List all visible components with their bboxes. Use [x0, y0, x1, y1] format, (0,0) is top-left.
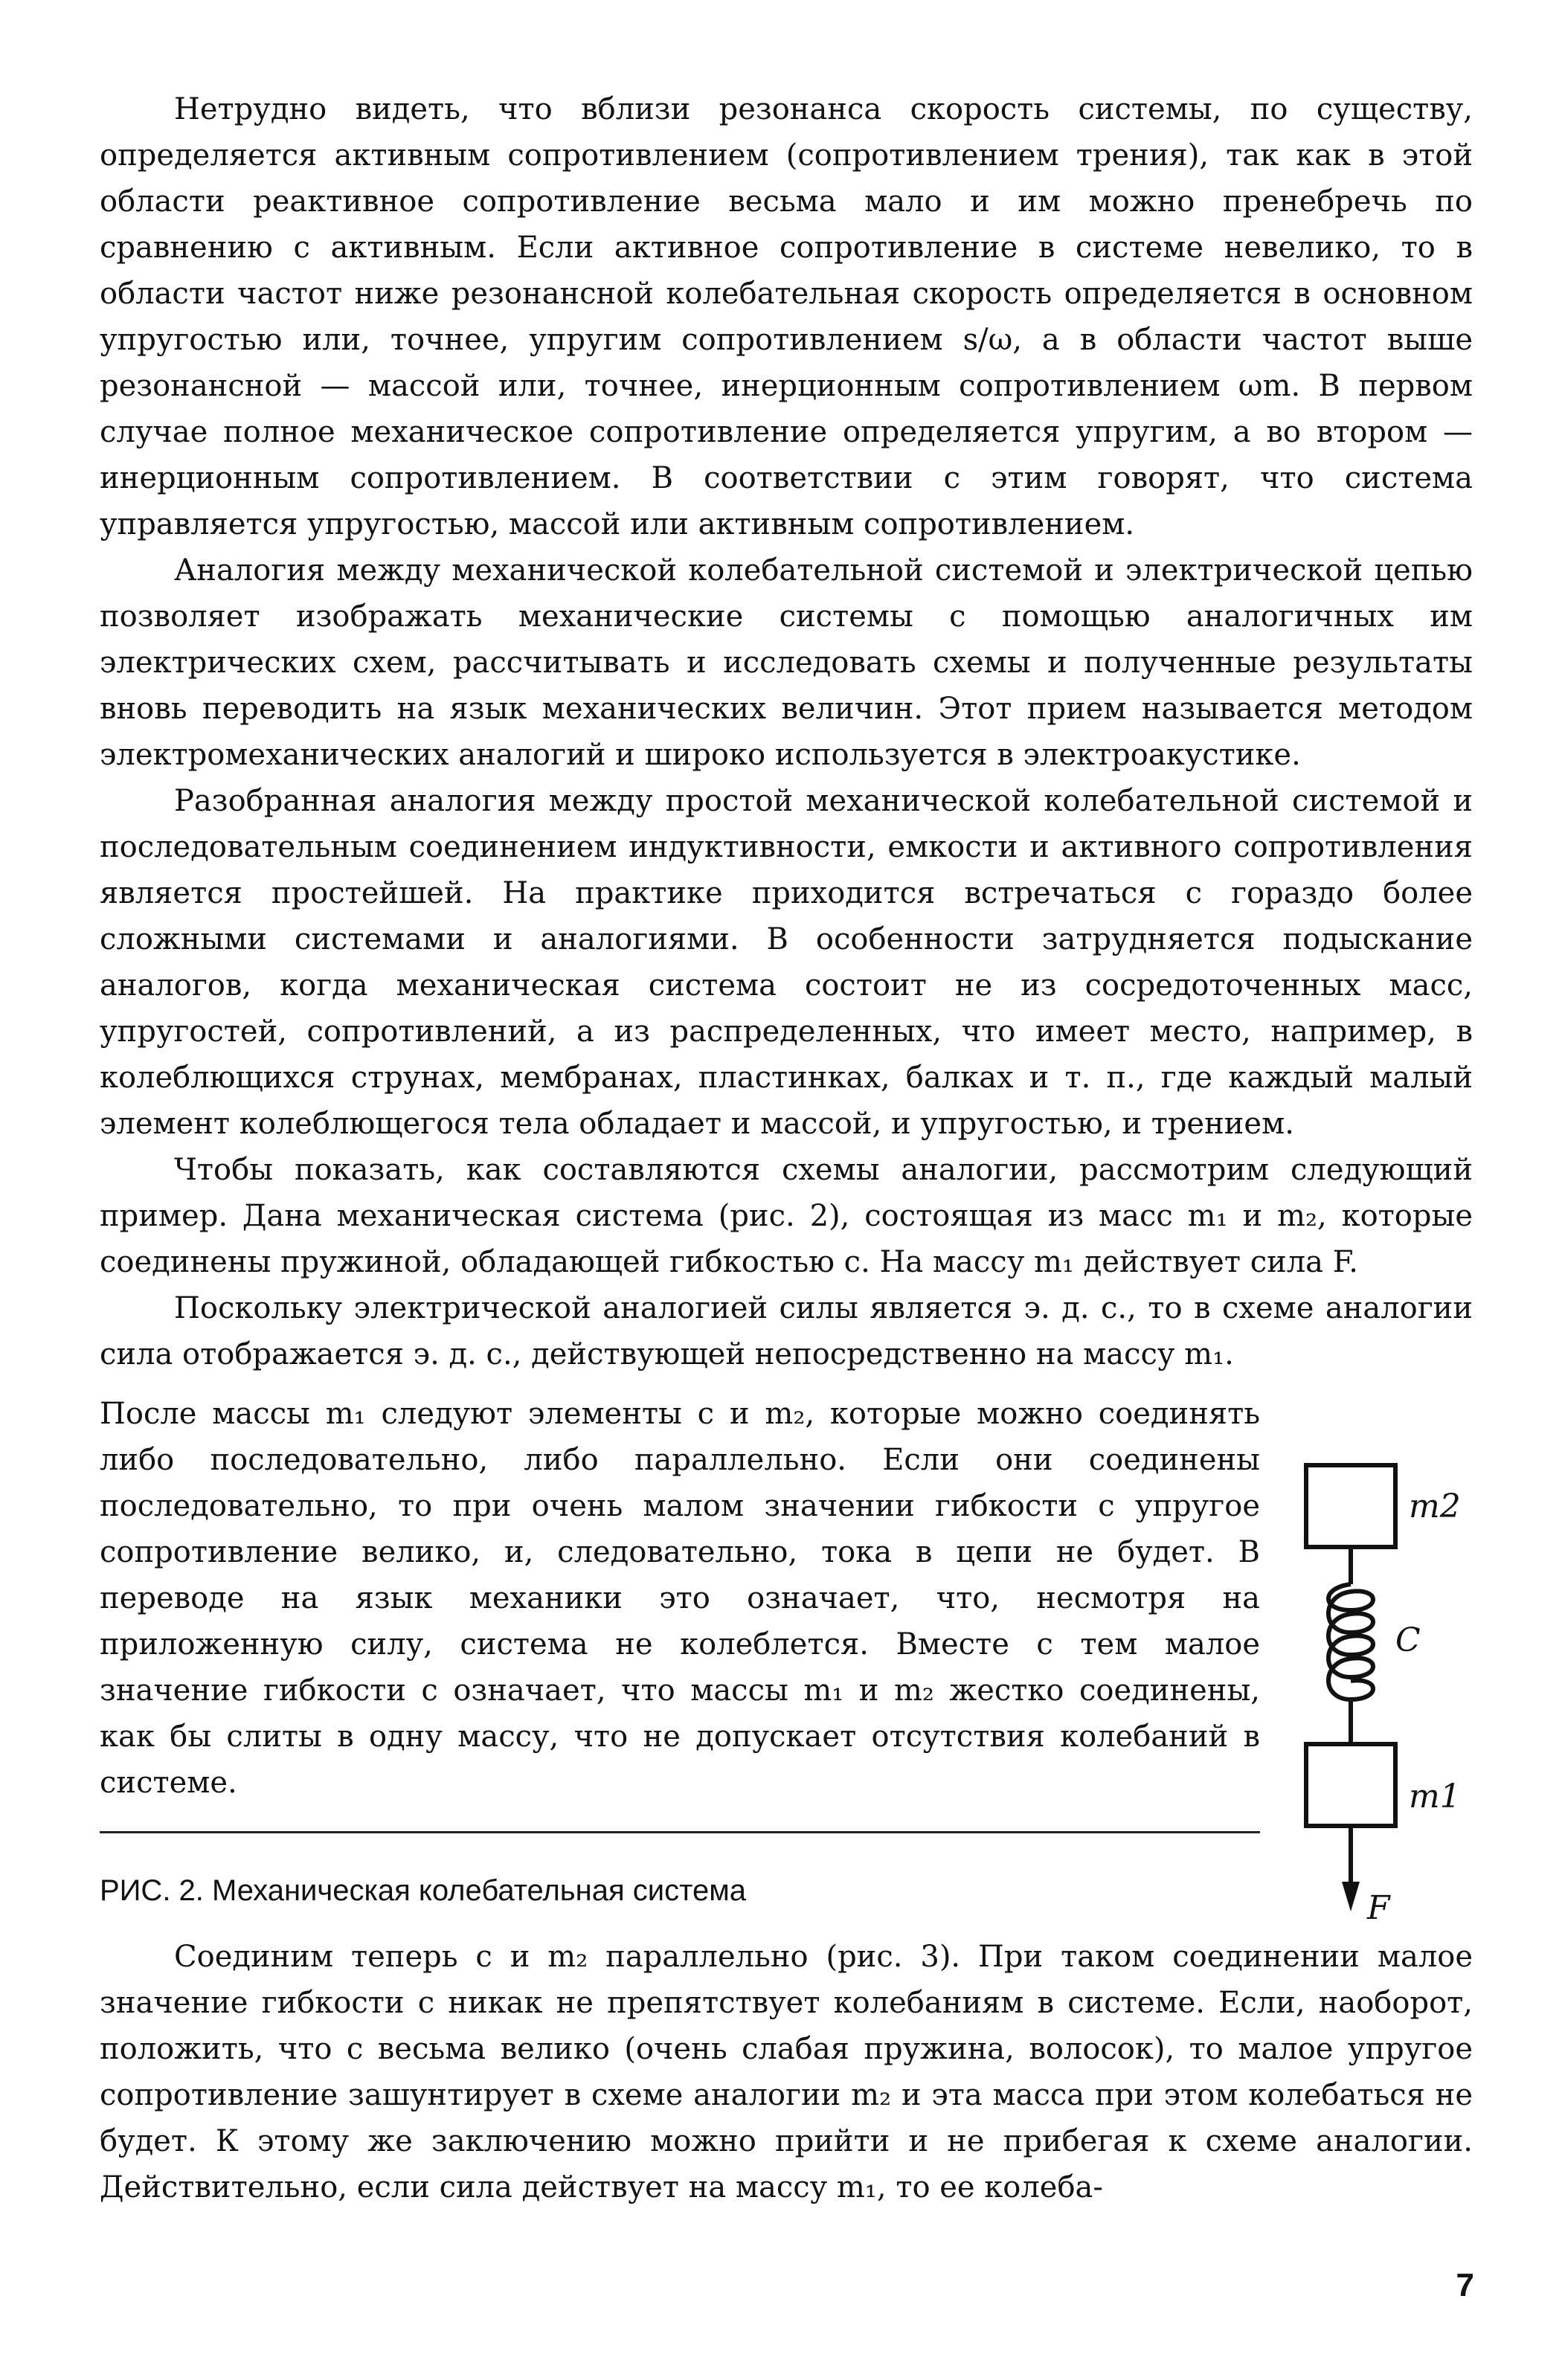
- label-c: C: [1395, 1621, 1421, 1659]
- text-block-top: [100, 86, 1473, 1377]
- label-m1: m1: [1409, 1778, 1461, 1815]
- mass-m2-box: [1306, 1465, 1395, 1547]
- mechanical-system-figure: [1276, 1458, 1500, 1949]
- mass-m1-box: [1306, 1744, 1395, 1826]
- text-block-wrapped: [100, 1391, 1260, 1806]
- paragraph-parallel-connection: Соединим теперь c и m₂ параллельно (рис. 3). При таком соединении малое значение гибкости c никак не препятствует колебаниям в системе. Если, наоборот, положить, что c весьма велико (очень слабая пружина, волосок), то малое упругое сопротивление зашунтирует в схеме аналогии m₂ и эта масса при этом колебаться не будет. К этому же заключению можно прийти и не прибегая к схеме аналогии. Действительно, если сила действует на массу m₁, то ее колеба-: [100, 1940, 1473, 2204]
- paragraph-example: Чтобы показать, как составляются схемы аналогии, рассмотрим следующий пример. Дана механическая система (рис. 2), состоящая из масс m₁ и m₂, которые соединены пружиной, обладающей гибкостью c. На массу m₁ действует сила F.: [100, 1153, 1473, 1279]
- label-m2: m2: [1409, 1488, 1461, 1525]
- paragraph-series-connection: После массы m₁ следуют элементы c и m₂, которые можно соединять либо последовательно, либо параллельно. Если они соединены последовательно, то при очень малом значении гибкости c упругое сопротивление велико, и, следовательно, тока в цепи не будет. В переводе на язык механики это означает, что, несмотря на приложенную силу, система не колеблется. Вместе с тем малое значение гибкости c означает, что массы m₁ и m₂ жестко соединены, как бы слиты в одну массу, что не допускает отсутствия колебаний в системе.: [100, 1397, 1260, 1800]
- paragraph-analogy-method: Аналогия между механической колебательной системой и электрической цепью позволяет изображать механические системы с помощью аналогичных им электрических схем, рассчитывать и исследовать схемы и полученные результаты вновь переводить на язык механических величин. Этот прием называется методом электромеханических аналогий и широко используется в электроакустике.: [100, 553, 1473, 772]
- figure-caption: РИС. 2. Механическая колебательная система: [100, 1874, 746, 1907]
- figure-svg: [1276, 1458, 1500, 1949]
- spring-coil: [1328, 1584, 1373, 1699]
- force-arrow-icon: [1342, 1882, 1360, 1911]
- text-block-bottom: [100, 1934, 1473, 2210]
- label-f: F: [1367, 1889, 1390, 1927]
- paragraph-complex-systems: Разобранная аналогия между простой механической колебательной системой и последовательным соединением индуктивности, емкости и активного сопротивления является простейшей. На практике приходится встречаться с гораздо более сложными системами и аналогиями. В особенности затрудняется подыскание аналогов, когда механическая система состоит не из сосредоточенных масс, упругостей, сопротивлений, а из распределенных, что имеет место, например, в колеблющихся струнах, мембранах, пластинках, балках и т. п., где каждый малый элемент колеблющегося тела обладает и массой, и упругостью, и трением.: [100, 784, 1473, 1141]
- paragraph-resonance: Нетрудно видеть, что вблизи резонанса скорость системы, по существу, определяется активным сопротивлением (сопротивлением трения), так как в этой области реактивное сопротивление весьма мало и им можно пренебречь по сравнению с активным. Если активное сопротивление в системе невелико, то в области частот ниже резонансной колебательная скорость определяется в основном упругостью или, точнее, упругим сопротивлением s/ω, а в области частот выше резонансной — массой или, точнее, инерционным сопротивлением ωm. В первом случае полное механическое сопротивление определяется упругим, а во втором — инерционным сопротивлением. В соответствии с этим говорят, что система управляется упругостью, массой или активным сопротивлением.: [100, 92, 1473, 541]
- page-number: 7: [1456, 2267, 1474, 2303]
- caption-divider: [100, 1831, 1260, 1833]
- paragraph-force-emf: Поскольку электрической аналогией силы является э. д. с., то в схеме аналогии сила отображается э. д. с., действующей непосредственно на массу m₁.: [100, 1291, 1473, 1371]
